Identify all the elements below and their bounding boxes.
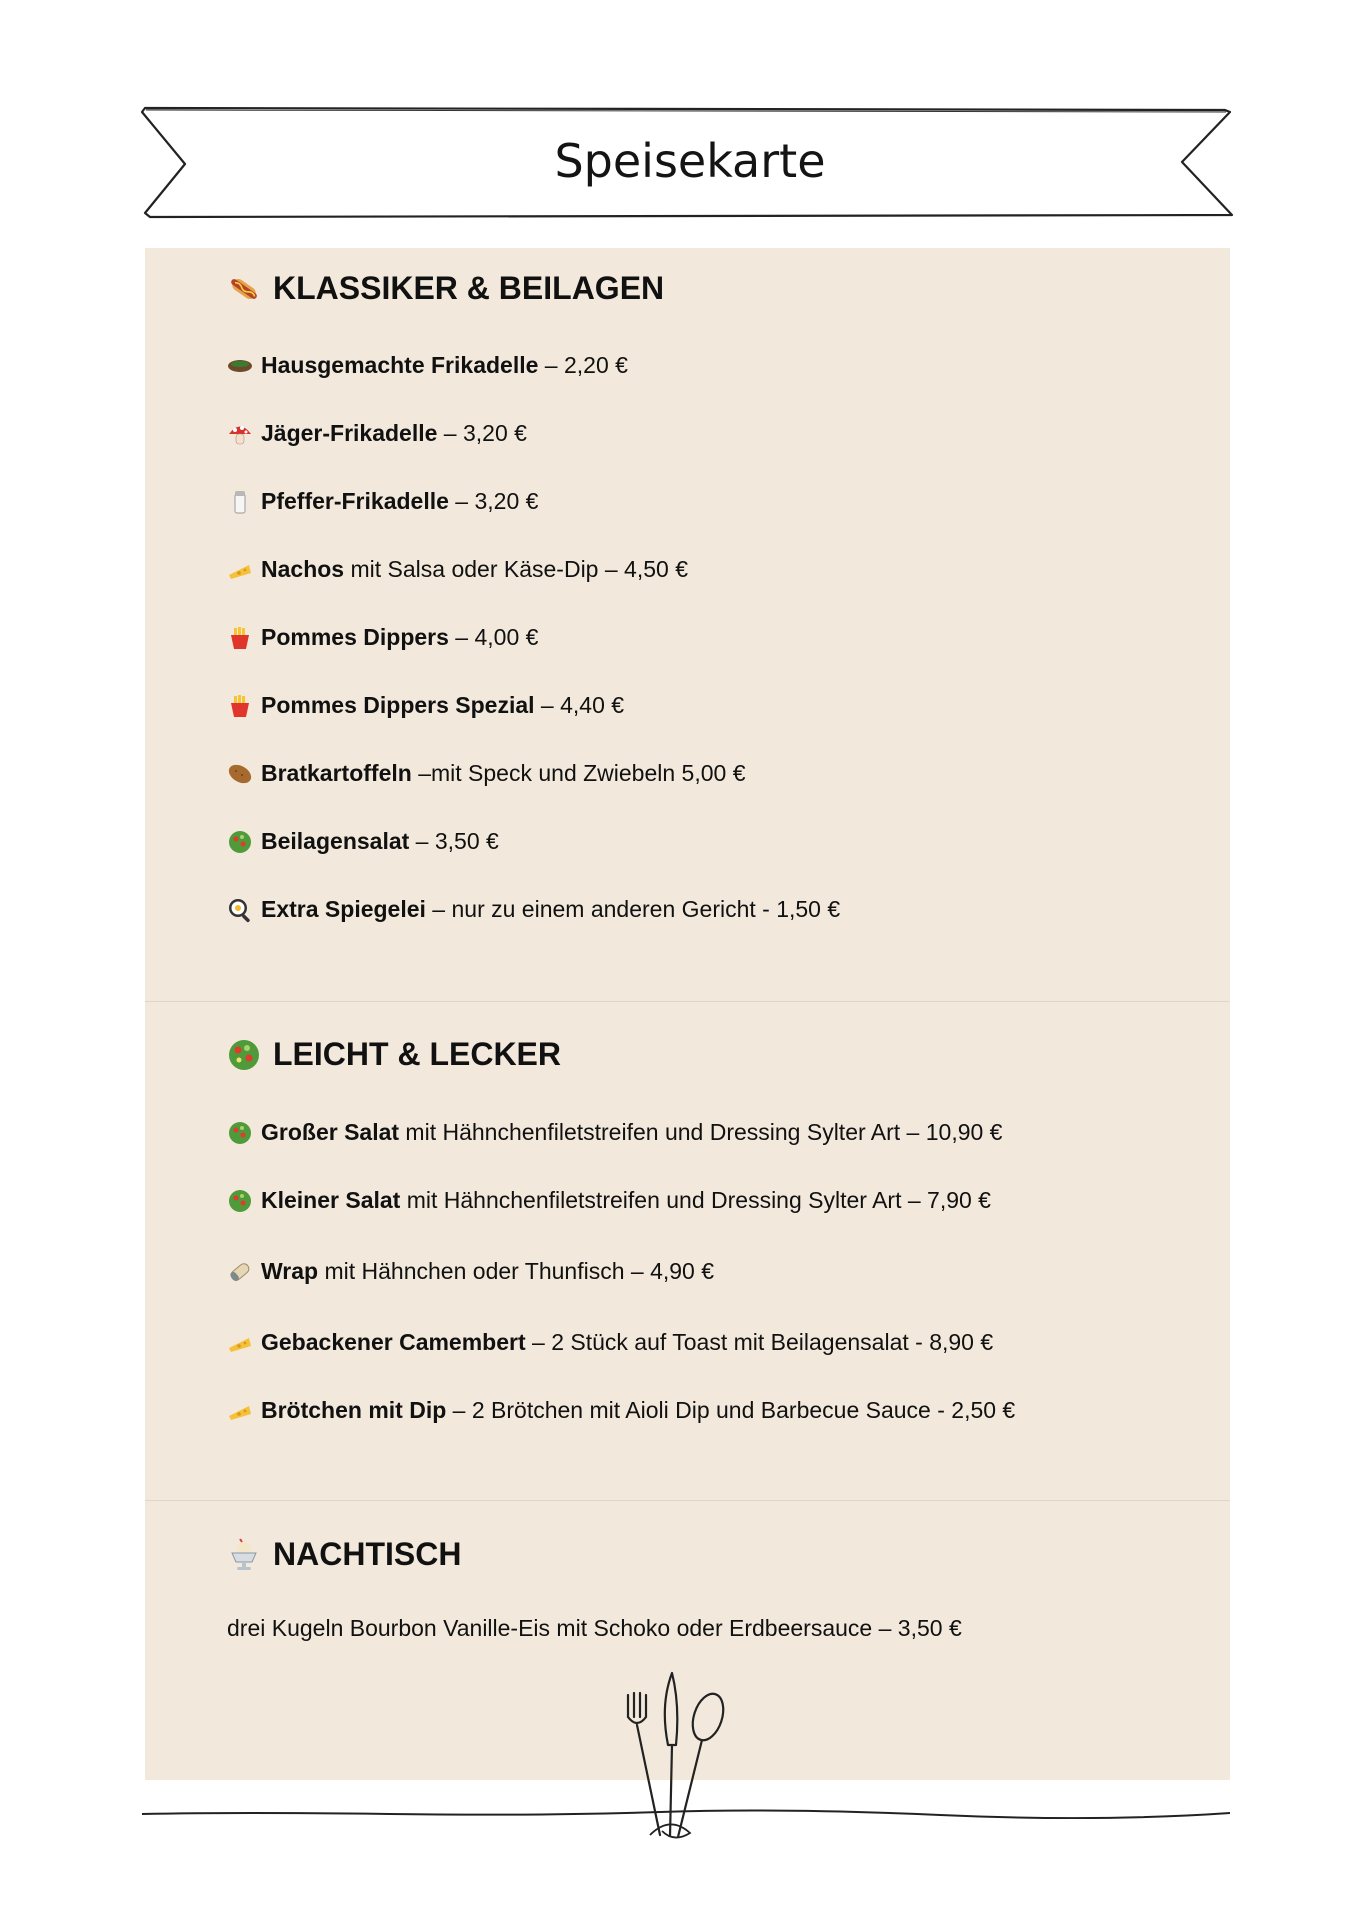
section-divider (145, 1001, 1230, 1002)
cheese-icon (227, 557, 253, 583)
list-item (227, 420, 527, 447)
wrap-icon (227, 1259, 253, 1285)
list-item (227, 692, 624, 719)
item-price: mit Hähnchenfiletstreifen und Dressing Sylter Art – 7,90 € (400, 1187, 991, 1213)
ice-cream-sundae-icon (227, 1538, 261, 1572)
section-heading-klassiker (227, 270, 664, 307)
item-price: – 3,20 € (437, 420, 527, 446)
item-name: Pommes Dippers Spezial (261, 692, 535, 718)
list-item (227, 624, 538, 651)
item-name: Bratkartoffeln (261, 760, 412, 786)
item-price: – nur zu einem anderen Gericht - 1,50 € (425, 896, 841, 922)
potato-icon (227, 761, 253, 787)
section-heading-leicht (227, 1036, 561, 1073)
section-divider (145, 1500, 1230, 1501)
salad-icon (227, 1188, 253, 1214)
list-item (227, 760, 746, 787)
menu-paper (145, 248, 1230, 1780)
item-name: Jäger-Frikadelle (261, 420, 438, 446)
list-item (227, 828, 499, 855)
item-name: Gebackener Camembert (261, 1329, 526, 1355)
item-name: Hausgemachte Frikadelle (261, 352, 539, 378)
item-name: Nachos (261, 556, 345, 582)
item-price: mit Hähnchen oder Thunfisch – 4,90 € (318, 1258, 715, 1284)
item-price: – 2,20 € (538, 352, 628, 378)
section-heading-nachtisch (227, 1536, 461, 1573)
list-item (227, 1329, 993, 1356)
section-title: KLASSIKER & BEILAGEN (273, 270, 665, 306)
item-price: – 4,00 € (448, 624, 539, 650)
item-price: – 3,50 € (409, 828, 499, 854)
page-title: Speisekarte (554, 134, 826, 188)
item-price: – 2 Stück auf Toast mit Beilagensalat - 8,90 € (525, 1329, 994, 1355)
fried-egg-pan-icon (227, 897, 253, 923)
salt-shaker-icon (227, 489, 253, 515)
salad-icon (227, 1120, 253, 1146)
list-item (227, 1187, 991, 1214)
salad-icon (227, 829, 253, 855)
fries-icon (227, 625, 253, 651)
list-item (227, 352, 628, 379)
section-title: NACHTISCH (273, 1536, 462, 1572)
item-price: – 3,20 € (448, 488, 539, 514)
fries-icon (227, 693, 253, 719)
mushroom-icon (227, 421, 253, 447)
salad-icon (227, 1038, 261, 1072)
item-price: – 4,40 € (534, 692, 625, 718)
burger-patty-icon (227, 353, 253, 379)
item-name: Kleiner Salat (261, 1187, 401, 1213)
item-name: Brötchen mit Dip (261, 1397, 447, 1423)
cheese-icon (227, 1330, 253, 1356)
section-title: LEICHT & LECKER (273, 1036, 561, 1072)
list-item (227, 556, 688, 583)
cheese-icon (227, 1398, 253, 1424)
dessert-description: drei Kugeln Bourbon Vanille-Eis mit Schoko oder Erdbeersauce – 3,50 € (227, 1615, 962, 1641)
list-item (227, 1258, 714, 1285)
item-name: Extra Spiegelei (261, 896, 426, 922)
cutlery-illustration (610, 1665, 740, 1845)
item-name: Beilagensalat (261, 828, 410, 854)
hotdog-icon (227, 272, 261, 306)
item-price: mit Hähnchenfiletstreifen und Dressing Sylter Art – 10,90 € (399, 1119, 1003, 1145)
list-item (227, 1397, 1015, 1424)
item-name: Pfeffer-Frikadelle (261, 488, 449, 514)
item-name: Großer Salat (261, 1119, 400, 1145)
item-price: –mit Speck und Zwiebeln 5,00 € (411, 760, 746, 786)
item-price: mit Salsa oder Käse-Dip – 4,50 € (344, 556, 688, 582)
item-price: – 2 Brötchen mit Aioli Dip und Barbecue Sauce - 2,50 € (446, 1397, 1016, 1423)
item-name: Pommes Dippers (261, 624, 449, 650)
list-item (227, 1119, 1002, 1146)
item-name: Wrap (261, 1258, 319, 1284)
list-item (227, 896, 840, 923)
title-banner (140, 100, 1240, 225)
list-item (227, 488, 538, 515)
